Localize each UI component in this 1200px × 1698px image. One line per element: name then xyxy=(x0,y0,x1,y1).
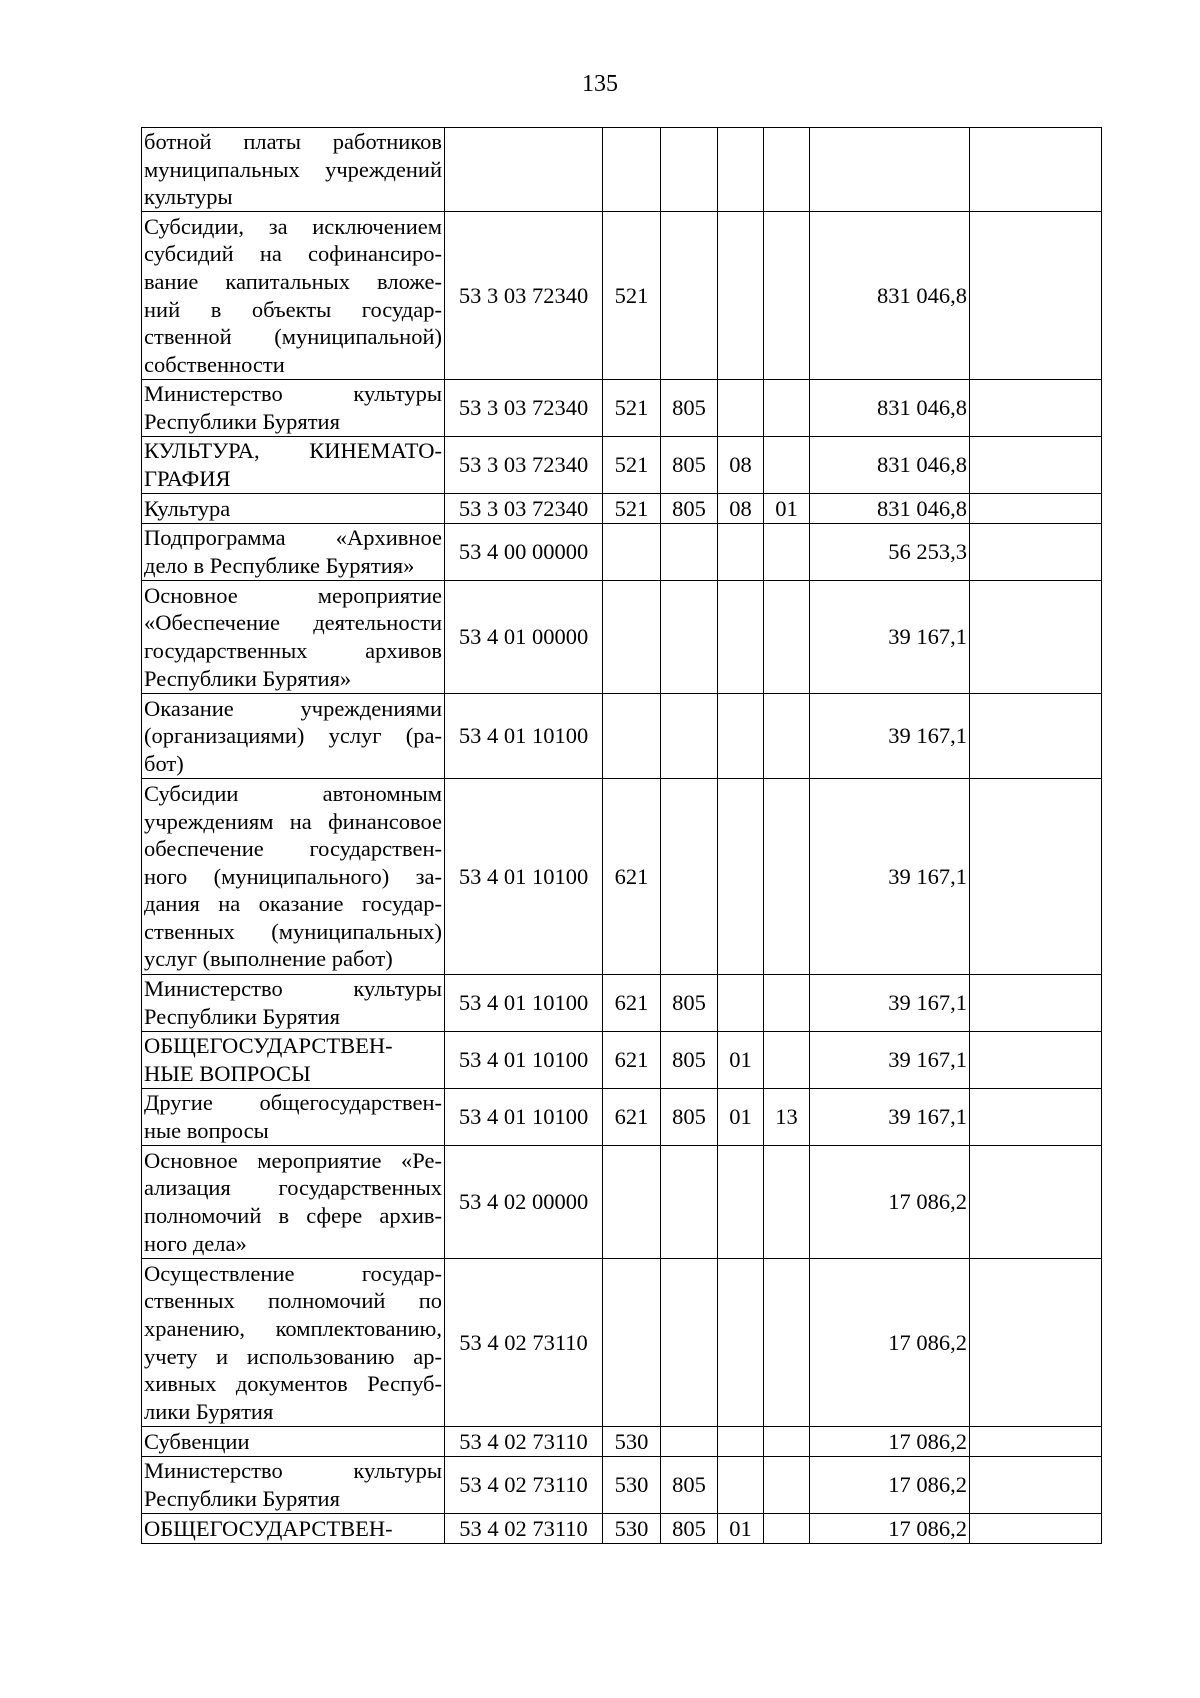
ministry-code-cell: 805 xyxy=(661,1457,718,1514)
item-name-line: ботной платы работников xyxy=(144,129,442,155)
item-name-line: Республики Бурятия xyxy=(144,409,340,434)
blank-cell xyxy=(970,975,1102,1032)
table-row xyxy=(142,494,1102,524)
expense-type-cell xyxy=(603,581,661,694)
item-name-line: Оказание учреждениями xyxy=(144,695,442,721)
blank-cell xyxy=(970,779,1102,975)
kbk-code-cell: 53 3 03 72340 xyxy=(445,212,603,380)
ministry-code-cell xyxy=(661,524,718,581)
ministry-code-cell: 805 xyxy=(661,1089,718,1146)
expense-type-cell: 621 xyxy=(603,975,661,1032)
amount-cell: 831 046,8 xyxy=(810,380,970,437)
kbk-code-cell xyxy=(445,128,603,212)
amount-cell: 39 167,1 xyxy=(810,779,970,975)
expense-type-cell: 621 xyxy=(603,779,661,975)
kbk-code-cell: 53 4 01 10100 xyxy=(445,1032,603,1089)
amount-cell: 39 167,1 xyxy=(810,1032,970,1089)
item-name-cell xyxy=(142,524,445,581)
item-name-cell xyxy=(142,212,445,380)
section-cell xyxy=(718,975,764,1032)
section-cell xyxy=(718,524,764,581)
kbk-code-cell: 53 4 02 73110 xyxy=(445,1514,603,1544)
amount-cell: 17 086,2 xyxy=(810,1457,970,1514)
item-name-line: Культура xyxy=(144,495,231,521)
item-name-line: НЫЕ ВОПРОСЫ xyxy=(144,1061,311,1086)
item-name-cell xyxy=(142,975,445,1032)
item-name-cell xyxy=(142,1259,445,1427)
section-cell: 01 xyxy=(718,1032,764,1089)
blank-cell xyxy=(970,694,1102,779)
ministry-code-cell: 805 xyxy=(661,494,718,524)
item-name-line: полномочий в сфере архив- xyxy=(144,1203,442,1228)
table-row xyxy=(142,1089,1102,1146)
expense-type-cell: 621 xyxy=(603,1032,661,1089)
blank-cell xyxy=(970,1032,1102,1089)
section-cell xyxy=(718,380,764,437)
item-name-cell xyxy=(142,1427,445,1457)
kbk-code-cell: 53 4 01 00000 xyxy=(445,581,603,694)
item-name-cell xyxy=(142,1032,445,1089)
item-name-line: Основное мероприятие xyxy=(144,582,442,608)
item-name-line: субсидий на софинансиро- xyxy=(144,241,442,267)
item-name-line: собственности xyxy=(144,351,285,377)
expense-type-cell: 521 xyxy=(603,212,661,380)
table-row xyxy=(142,1457,1102,1514)
item-name-cell xyxy=(142,128,445,212)
expense-type-cell: 530 xyxy=(603,1457,661,1514)
table-row xyxy=(142,1146,1102,1259)
section-cell xyxy=(718,1146,764,1259)
item-name-line: ний в объекты государ- xyxy=(144,296,442,322)
subsection-cell xyxy=(764,128,810,212)
item-name-line: Субвенции xyxy=(144,1428,250,1454)
expense-type-cell: 521 xyxy=(603,437,661,494)
table-row xyxy=(142,779,1102,975)
expense-type-cell xyxy=(603,524,661,581)
table-row xyxy=(142,975,1102,1032)
table-row xyxy=(142,380,1102,437)
item-name-cell xyxy=(142,779,445,975)
expense-type-cell xyxy=(603,1146,661,1259)
subsection-cell xyxy=(764,779,810,975)
expense-type-cell: 521 xyxy=(603,494,661,524)
kbk-code-cell: 53 4 01 10100 xyxy=(445,1089,603,1146)
expense-type-cell: 521 xyxy=(603,380,661,437)
item-name-line: хивных документов Респуб- xyxy=(144,1371,442,1397)
item-name-line: услуг (выполнение работ) xyxy=(144,946,393,972)
item-name-line: ОБЩЕГОСУДАРСТВЕН- xyxy=(144,1515,393,1541)
table-row xyxy=(142,1427,1102,1457)
subsection-cell xyxy=(764,380,810,437)
subsection-cell xyxy=(764,524,810,581)
kbk-code-cell: 53 3 03 72340 xyxy=(445,494,603,524)
table-row xyxy=(142,437,1102,494)
kbk-code-cell: 53 3 03 72340 xyxy=(445,380,603,437)
item-name-line: ГРАФИЯ xyxy=(144,466,231,491)
item-name-line: ственной (муниципальной) xyxy=(144,324,442,350)
kbk-code-cell: 53 4 01 10100 xyxy=(445,975,603,1032)
amount-cell: 831 046,8 xyxy=(810,437,970,494)
item-name-line: муниципальных учреждений xyxy=(144,156,442,182)
section-cell: 01 xyxy=(718,1089,764,1146)
ministry-code-cell: 805 xyxy=(661,975,718,1032)
item-name-line: ного (муниципального) за- xyxy=(144,863,442,889)
item-name-cell xyxy=(142,494,445,524)
amount-cell: 39 167,1 xyxy=(810,581,970,694)
item-name-line: учету и использованию ар- xyxy=(144,1343,442,1369)
ministry-code-cell xyxy=(661,1146,718,1259)
item-name-line: хранению, комплектованию, xyxy=(144,1315,442,1341)
subsection-cell xyxy=(764,1457,810,1514)
item-name-line: КУЛЬТУРА, КИНЕМАТО- xyxy=(144,438,442,464)
item-name-line: Субсидии, за исключением xyxy=(144,213,442,239)
blank-cell xyxy=(970,1427,1102,1457)
expense-type-cell xyxy=(603,694,661,779)
expense-type-cell: 530 xyxy=(603,1514,661,1544)
item-name-line: обеспечение государствен- xyxy=(144,836,442,862)
amount-cell: 39 167,1 xyxy=(810,975,970,1032)
ministry-code-cell xyxy=(661,128,718,212)
item-name-line: Министерство культуры xyxy=(144,976,442,1002)
kbk-code-cell: 53 4 02 00000 xyxy=(445,1146,603,1259)
subsection-cell: 13 xyxy=(764,1089,810,1146)
blank-cell xyxy=(970,1089,1102,1146)
kbk-code-cell: 53 4 00 00000 xyxy=(445,524,603,581)
blank-cell xyxy=(970,1259,1102,1427)
kbk-code-cell: 53 4 02 73110 xyxy=(445,1427,603,1457)
amount-cell: 39 167,1 xyxy=(810,1089,970,1146)
item-name-line: ные вопросы xyxy=(144,1118,269,1143)
item-name-line: Министерство культуры xyxy=(144,381,442,407)
item-name-cell xyxy=(142,437,445,494)
kbk-code-cell: 53 4 02 73110 xyxy=(445,1457,603,1514)
item-name-cell xyxy=(142,581,445,694)
subsection-cell xyxy=(764,975,810,1032)
item-name-cell xyxy=(142,1146,445,1259)
item-name-line: Подпрограмма «Архивное xyxy=(144,525,442,551)
item-name-cell xyxy=(142,1457,445,1514)
ministry-code-cell xyxy=(661,1259,718,1427)
blank-cell xyxy=(970,437,1102,494)
item-name-line: (организациями) услуг (ра- xyxy=(144,723,442,749)
ministry-code-cell xyxy=(661,212,718,380)
expense-type-cell xyxy=(603,128,661,212)
blank-cell xyxy=(970,128,1102,212)
subsection-cell xyxy=(764,437,810,494)
item-name-line: ализация государственных xyxy=(144,1175,442,1201)
item-name-line: Основное мероприятие «Ре- xyxy=(144,1147,442,1173)
amount-cell xyxy=(810,128,970,212)
item-name-cell xyxy=(142,1089,445,1146)
item-name-line: вание капитальных вложе- xyxy=(144,268,442,294)
kbk-code-cell: 53 4 02 73110 xyxy=(445,1259,603,1427)
item-name-line: культуры xyxy=(144,184,233,210)
subsection-cell xyxy=(764,694,810,779)
item-name-line: государственных архивов xyxy=(144,638,442,663)
item-name-cell xyxy=(142,1514,445,1544)
section-cell xyxy=(718,779,764,975)
item-name-line: ОБЩЕГОСУДАРСТВЕН- xyxy=(144,1033,393,1059)
ministry-code-cell: 805 xyxy=(661,1514,718,1544)
item-name-line: Республики Бурятия xyxy=(144,1004,340,1029)
section-cell xyxy=(718,1259,764,1427)
section-cell xyxy=(718,128,764,212)
ministry-code-cell: 805 xyxy=(661,1032,718,1089)
subsection-cell: 01 xyxy=(764,494,810,524)
amount-cell: 17 086,2 xyxy=(810,1259,970,1427)
table-body xyxy=(142,128,1102,1544)
blank-cell xyxy=(970,1457,1102,1514)
blank-cell xyxy=(970,524,1102,581)
expense-type-cell: 530 xyxy=(603,1427,661,1457)
expense-type-cell: 621 xyxy=(603,1089,661,1146)
blank-cell xyxy=(970,494,1102,524)
item-name-line: Республики Бурятия» xyxy=(144,665,352,691)
item-name-line: ственных (муниципальных) xyxy=(144,918,442,944)
amount-cell: 39 167,1 xyxy=(810,694,970,779)
table-row xyxy=(142,524,1102,581)
expense-type-cell xyxy=(603,1259,661,1427)
amount-cell: 17 086,2 xyxy=(810,1146,970,1259)
table-row xyxy=(142,212,1102,380)
amount-cell: 17 086,2 xyxy=(810,1427,970,1457)
item-name-line: Осуществление государ- xyxy=(144,1260,442,1286)
item-name-line: бот) xyxy=(144,750,184,776)
subsection-cell xyxy=(764,581,810,694)
subsection-cell xyxy=(764,1146,810,1259)
item-name-cell xyxy=(142,694,445,779)
amount-cell: 831 046,8 xyxy=(810,494,970,524)
table-row xyxy=(142,1514,1102,1544)
section-cell: 01 xyxy=(718,1514,764,1544)
ministry-code-cell xyxy=(661,694,718,779)
item-name-line: Министерство культуры xyxy=(144,1458,442,1484)
subsection-cell xyxy=(764,1514,810,1544)
section-cell: 08 xyxy=(718,437,764,494)
ministry-code-cell: 805 xyxy=(661,437,718,494)
kbk-code-cell: 53 4 01 10100 xyxy=(445,694,603,779)
section-cell xyxy=(718,212,764,380)
blank-cell xyxy=(970,1146,1102,1259)
subsection-cell xyxy=(764,1259,810,1427)
subsection-cell xyxy=(764,1427,810,1457)
table-row xyxy=(142,581,1102,694)
page-number: 135 xyxy=(582,71,618,97)
amount-cell: 17 086,2 xyxy=(810,1514,970,1544)
item-name-line: Субсидии автономным xyxy=(144,780,442,806)
table-row xyxy=(142,694,1102,779)
blank-cell xyxy=(970,581,1102,694)
item-name-line: лики Бурятия xyxy=(144,1398,274,1424)
item-name-cell xyxy=(142,380,445,437)
ministry-code-cell: 805 xyxy=(661,380,718,437)
section-cell xyxy=(718,694,764,779)
section-cell xyxy=(718,1427,764,1457)
item-name-line: Другие общегосударствен- xyxy=(144,1090,442,1116)
blank-cell xyxy=(970,212,1102,380)
item-name-line: «Обеспечение деятельности xyxy=(144,610,442,636)
item-name-line: ственных полномочий по xyxy=(144,1288,442,1314)
subsection-cell xyxy=(764,212,810,380)
item-name-line: дело в Республике Бурятия» xyxy=(144,553,415,578)
section-cell xyxy=(718,1457,764,1514)
section-cell xyxy=(718,581,764,694)
blank-cell xyxy=(970,1514,1102,1544)
amount-cell: 831 046,8 xyxy=(810,212,970,380)
table-row xyxy=(142,1259,1102,1427)
table-row xyxy=(142,1032,1102,1089)
kbk-code-cell: 53 3 03 72340 xyxy=(445,437,603,494)
item-name-line: учреждениям на финансовое xyxy=(144,808,442,834)
item-name-line: Республики Бурятия xyxy=(144,1486,340,1511)
item-name-line: дания на оказание государ- xyxy=(144,891,442,917)
budget-table xyxy=(141,127,1102,1544)
blank-cell xyxy=(970,380,1102,437)
ministry-code-cell xyxy=(661,1427,718,1457)
ministry-code-cell xyxy=(661,779,718,975)
table-row xyxy=(142,128,1102,212)
section-cell: 08 xyxy=(718,494,764,524)
item-name-line: ного дела» xyxy=(144,1230,247,1256)
ministry-code-cell xyxy=(661,581,718,694)
subsection-cell xyxy=(764,1032,810,1089)
kbk-code-cell: 53 4 01 10100 xyxy=(445,779,603,975)
amount-cell: 56 253,3 xyxy=(810,524,970,581)
